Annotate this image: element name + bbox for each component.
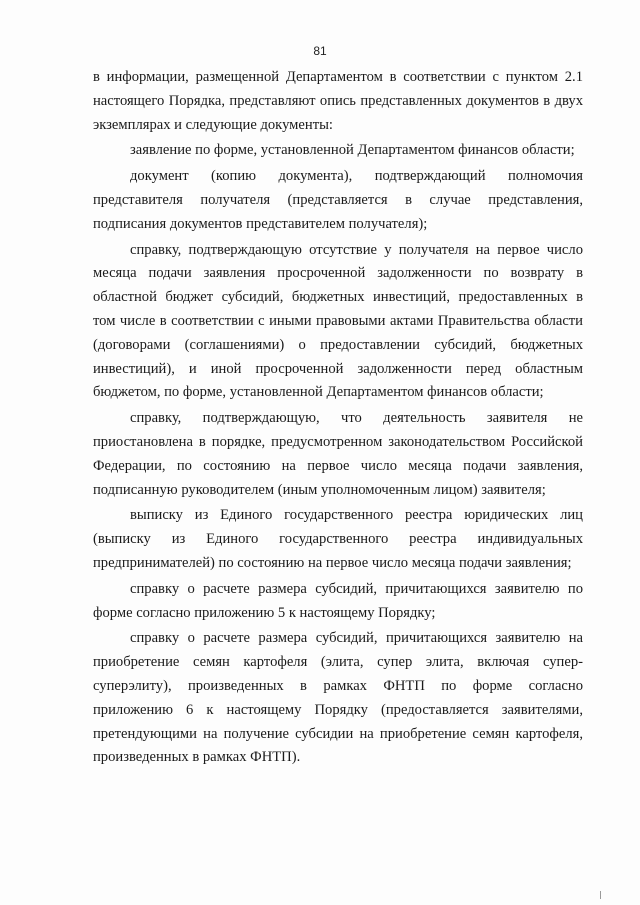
paragraph-activity-certificate bbox=[93, 407, 583, 502]
text-line: том числе в соответствии с иными правовыми актами Правительства области bbox=[93, 312, 583, 329]
text-line: в информации, размещенной Департаментом в соответствии с пунктом 2.1 bbox=[93, 69, 583, 85]
text-line: справку о расчете размера субсидий, причитающихся заявителю на bbox=[130, 630, 583, 647]
text-line: выписку из Единого государственного реестра юридических лиц bbox=[130, 507, 583, 524]
text-line: бюджетом, по форме, установленной Департаментом финансов области; bbox=[93, 384, 544, 401]
text-line: документ (копию документа), подтверждающий полномочия bbox=[130, 168, 583, 185]
page-number: 81 bbox=[313, 44, 327, 58]
text-line: приостановлена в порядке, предусмотренном законодательством Российской bbox=[93, 433, 583, 450]
paragraph-registry-extract bbox=[93, 504, 583, 575]
text-line: справку, подтверждающую, что деятельность заявителя не bbox=[130, 410, 583, 427]
text-line: областной бюджет субсидий, бюджетных инвестиций, предоставленных в bbox=[93, 289, 583, 306]
paragraph-debt-certificate bbox=[93, 239, 583, 406]
paragraph-subsidy-calc-6 bbox=[93, 627, 583, 770]
text-line: справку о расчете размера субсидий, причитающихся заявителю по bbox=[130, 580, 583, 597]
document-body bbox=[93, 66, 583, 770]
text-line: предпринимателей) по состоянию на первое число месяца подачи заявления; bbox=[93, 554, 572, 571]
text-line: настоящего Порядка, представляют опись представленных документов в двух bbox=[93, 92, 583, 109]
paragraph-application-form bbox=[93, 139, 583, 163]
paragraph-authority-document bbox=[93, 165, 583, 236]
text-line: форме согласно приложению 5 к настоящему Порядку; bbox=[93, 604, 436, 621]
text-line: представителя получателя (представляется в случае представления, bbox=[93, 191, 583, 208]
scan-mark bbox=[600, 891, 601, 899]
text-line: подписания документов представителем получателя); bbox=[93, 215, 428, 232]
text-line: справку, подтверждающую отсутствие у получателя на первое число bbox=[130, 241, 583, 258]
text-line: инвестиций), и иной просроченной задолженности перед областным bbox=[93, 360, 583, 377]
text-line: (договорами (соглашениями) о предоставлении субсидий, бюджетных bbox=[93, 336, 583, 353]
paragraph-subsidy-calc-5 bbox=[93, 578, 583, 626]
text-line: экземплярах и следующие документы: bbox=[93, 116, 333, 133]
text-line: произведенных в рамках ФНТП). bbox=[93, 749, 301, 766]
paragraph-continuation bbox=[93, 66, 583, 137]
text-line: заявление по форме, установленной Департаментом финансов области; bbox=[130, 142, 575, 159]
text-line: подписанную руководителем (иным уполномоченным лицом) заявителя; bbox=[93, 481, 546, 498]
text-line: месяца подачи заявления просроченной задолженности по возврату в bbox=[93, 265, 583, 282]
text-line: суперэлиту), произведенных в рамках ФНТП по форме согласно bbox=[93, 677, 583, 694]
text-line: претендующими на получение субсидии на приобретение семян картофеля, bbox=[93, 725, 583, 742]
text-line: (выписку из Единого государственного реестра индивидуальных bbox=[93, 531, 583, 548]
text-line: приложению 6 к настоящему Порядку (предоставляется заявителями, bbox=[93, 701, 583, 718]
text-line: приобретение семян картофеля (элита, супер элита, включая супер- bbox=[93, 654, 583, 671]
text-line: Федерации, по состоянию на первое число месяца подачи заявления, bbox=[93, 457, 583, 474]
